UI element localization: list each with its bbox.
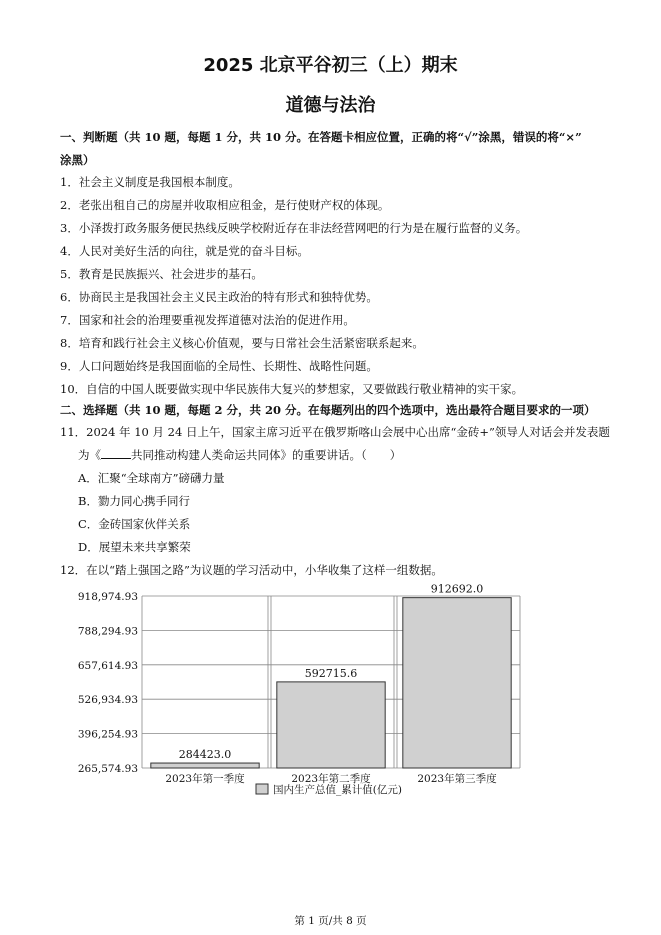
y-tick-label: 918,974.93 <box>77 591 138 603</box>
section1-heading-line1: 一、判断题（共 10 题，每题 1 分，共 10 分。在答题卡相应位置，正确的将“√”涂黑，错误的将“×” <box>60 130 582 144</box>
q11-stem-line2 <box>78 444 626 467</box>
page-title: 2025 北京平谷初三（上）期末 <box>203 55 458 76</box>
q11-stem-post: 共同推动构建人类命运共同体》的重要讲话。（ ） <box>131 448 402 462</box>
y-tick-label: 526,934.93 <box>77 694 138 707</box>
q11-option-a: A．汇聚“全球南方”磅礴力量 <box>78 471 225 485</box>
y-tick-label: 265,574.93 <box>77 763 138 775</box>
y-tick-label: 657,614.93 <box>77 659 138 672</box>
legend-label: 国内生产总值_累计值(亿元) <box>273 784 402 796</box>
judge-item-7: 7．国家和社会的治理要重视发挥道德对法治的促进作用。 <box>60 313 355 327</box>
bar <box>403 598 511 768</box>
bar-value-label: 284423.0 <box>178 748 232 762</box>
page-footer: 第 1 页/共 8 页 <box>294 915 367 927</box>
judge-item-10: 10．自信的中国人既要做实现中华民族伟大复兴的梦想家，又要做践行敬业精神的实干家。 <box>60 382 524 396</box>
chart-bars <box>151 583 511 768</box>
gdp-bar-chart <box>60 583 530 813</box>
x-tick-label: 2023年第二季度 <box>291 773 371 785</box>
bar-value-label: 912692.0 <box>430 583 484 596</box>
q11-option-b: B．勠力同心携手同行 <box>78 494 190 508</box>
chart-legend <box>256 783 402 796</box>
q12-stem: 12．在以“踏上强国之路”为议题的学习活动中，小华收集了这样一组数据。 <box>60 563 443 577</box>
judge-item-9: 9．人口问题始终是我国面临的全局性、长期性、战略性问题。 <box>60 359 378 373</box>
section1-heading-line2: 涂黑） <box>60 153 95 167</box>
q11-option-d: D．展望未来共享繁荣 <box>78 540 191 554</box>
y-tick-label: 788,294.93 <box>77 625 138 638</box>
bar-value-label: 592715.6 <box>304 666 358 680</box>
subject-title: 道德与法治 <box>285 95 376 116</box>
judge-item-3: 3．小泽拨打政务服务便民热线反映学校附近存在非法经营网吧的行为是在履行监督的义务。 <box>60 221 528 235</box>
section2-heading: 二、选择题（共 10 题，每题 2 分，共 20 分。在每题列出的四个选项中，选出最符合题目要求的一项） <box>60 403 596 417</box>
judge-item-6: 6．协商民主是我国社会主义民主政治的特有形式和独特优势。 <box>60 290 378 304</box>
judge-item-4: 4．人民对美好生活的向往，就是党的奋斗目标。 <box>60 244 309 258</box>
q11-stem-pre: 为《 <box>78 448 101 462</box>
x-tick-label: 2023年第一季度 <box>165 773 245 785</box>
q11-stem-line1: 11．2024 年 10 月 24 日上午，国家主席习近平在俄罗斯喀山会展中心出席“金砖+”领导人对话会并发表题 <box>60 425 610 439</box>
x-tick-label: 2023年第三季度 <box>417 773 497 785</box>
y-tick-label: 396,254.93 <box>77 728 138 741</box>
bar <box>277 682 385 768</box>
q11-blank <box>101 446 131 459</box>
judge-item-8: 8．培育和践行社会主义核心价值观，要与日常社会生活紧密联系起来。 <box>60 336 424 350</box>
judge-item-1: 1．社会主义制度是我国根本制度。 <box>60 175 240 189</box>
judge-item-5: 5．教育是民族振兴、社会进步的基石。 <box>60 267 263 281</box>
judge-item-2: 2．老张出租自己的房屋并收取相应租金，是行使财产权的体现。 <box>60 198 390 212</box>
legend-swatch <box>256 784 268 794</box>
bar <box>151 763 259 768</box>
q11-option-c: C．金砖国家伙伴关系 <box>78 517 191 531</box>
